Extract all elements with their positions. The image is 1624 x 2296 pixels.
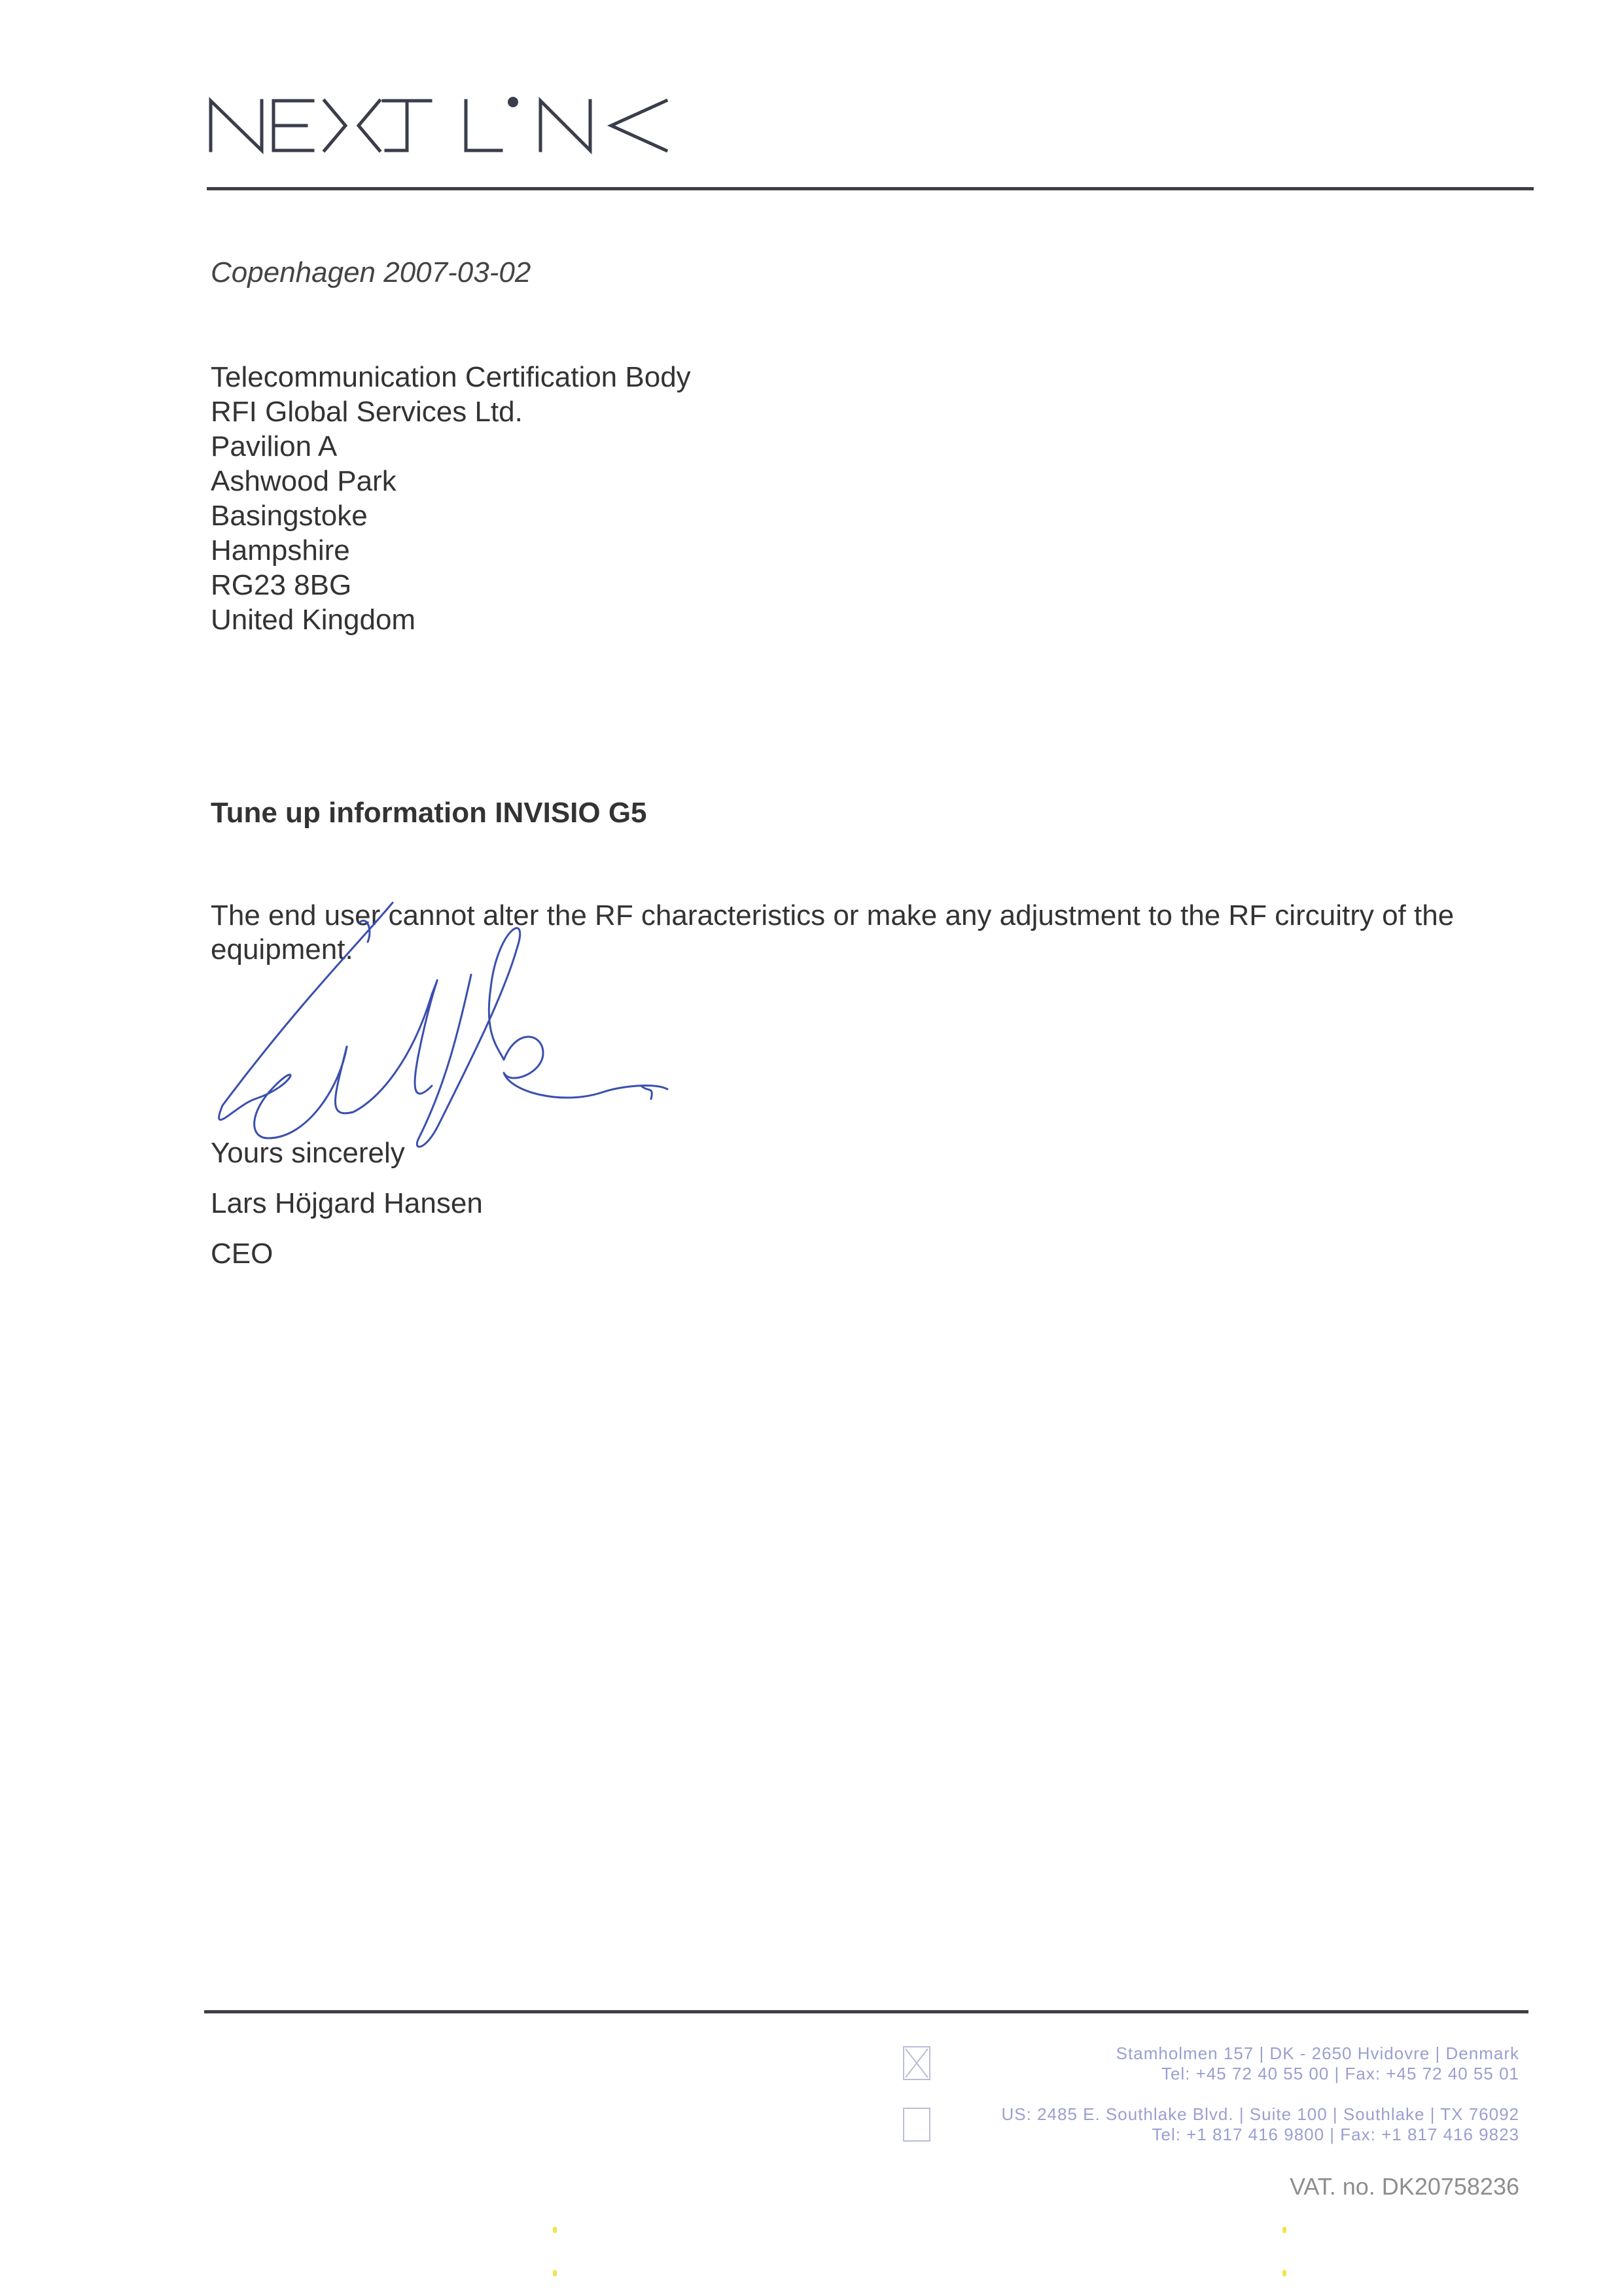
address-line: Hampshire [211,534,350,566]
scan-mark [553,2270,557,2276]
address-line: RG23 8BG [211,569,352,601]
scan-mark [1282,2227,1286,2233]
address-line: Basingstoke [211,500,368,532]
address-line: United Kingdom [211,604,416,636]
signatory-title: CEO [211,1238,274,1270]
checkbox-cross-icon [904,2047,929,2079]
nextlink-logo [208,93,679,158]
subject-line: Tune up information INVISIO G5 [211,797,647,829]
address-line: Pavilion A [211,430,338,462]
footer-rule [204,2010,1528,2013]
footer-denmark-phone: Tel: +45 72 40 55 00 | Fax: +45 72 40 55 01 [1161,2064,1519,2083]
header-rule [207,187,1534,190]
scan-mark [1282,2270,1286,2276]
vat-number: VAT. no. DK20758236 [1290,2173,1519,2200]
footer-us-phone: Tel: +1 817 416 9800 | Fax: +1 817 416 9823 [1152,2125,1519,2144]
signatory-name: Lars Höjgard Hansen [211,1187,483,1219]
letter-body: The end user cannot alter the RF characteristics or make any adjustment to the RF circuitry of the equipment. [211,899,1455,965]
handwritten-signature [196,890,720,1164]
address-line: Ashwood Park [211,465,397,497]
footer-us-address: US: 2485 E. Southlake Blvd. | Suite 100 | Southlake | TX 76092 [1001,2104,1519,2124]
office-checkbox-us [903,2108,930,2142]
scan-mark [553,2227,557,2233]
office-checkbox-denmark [903,2046,930,2080]
footer-denmark-address: Stamholmen 157 | DK - 2650 Hvidovre | Denmark [1116,2044,1519,2063]
address-line: Telecommunication Certification Body [211,361,691,393]
salutation: Yours sincerely [211,1137,405,1169]
address-line: RFI Global Services Ltd. [211,396,523,428]
date-line: Copenhagen 2007-03-02 [211,256,531,288]
recipient-address [211,360,691,637]
logo-dot [508,97,518,107]
